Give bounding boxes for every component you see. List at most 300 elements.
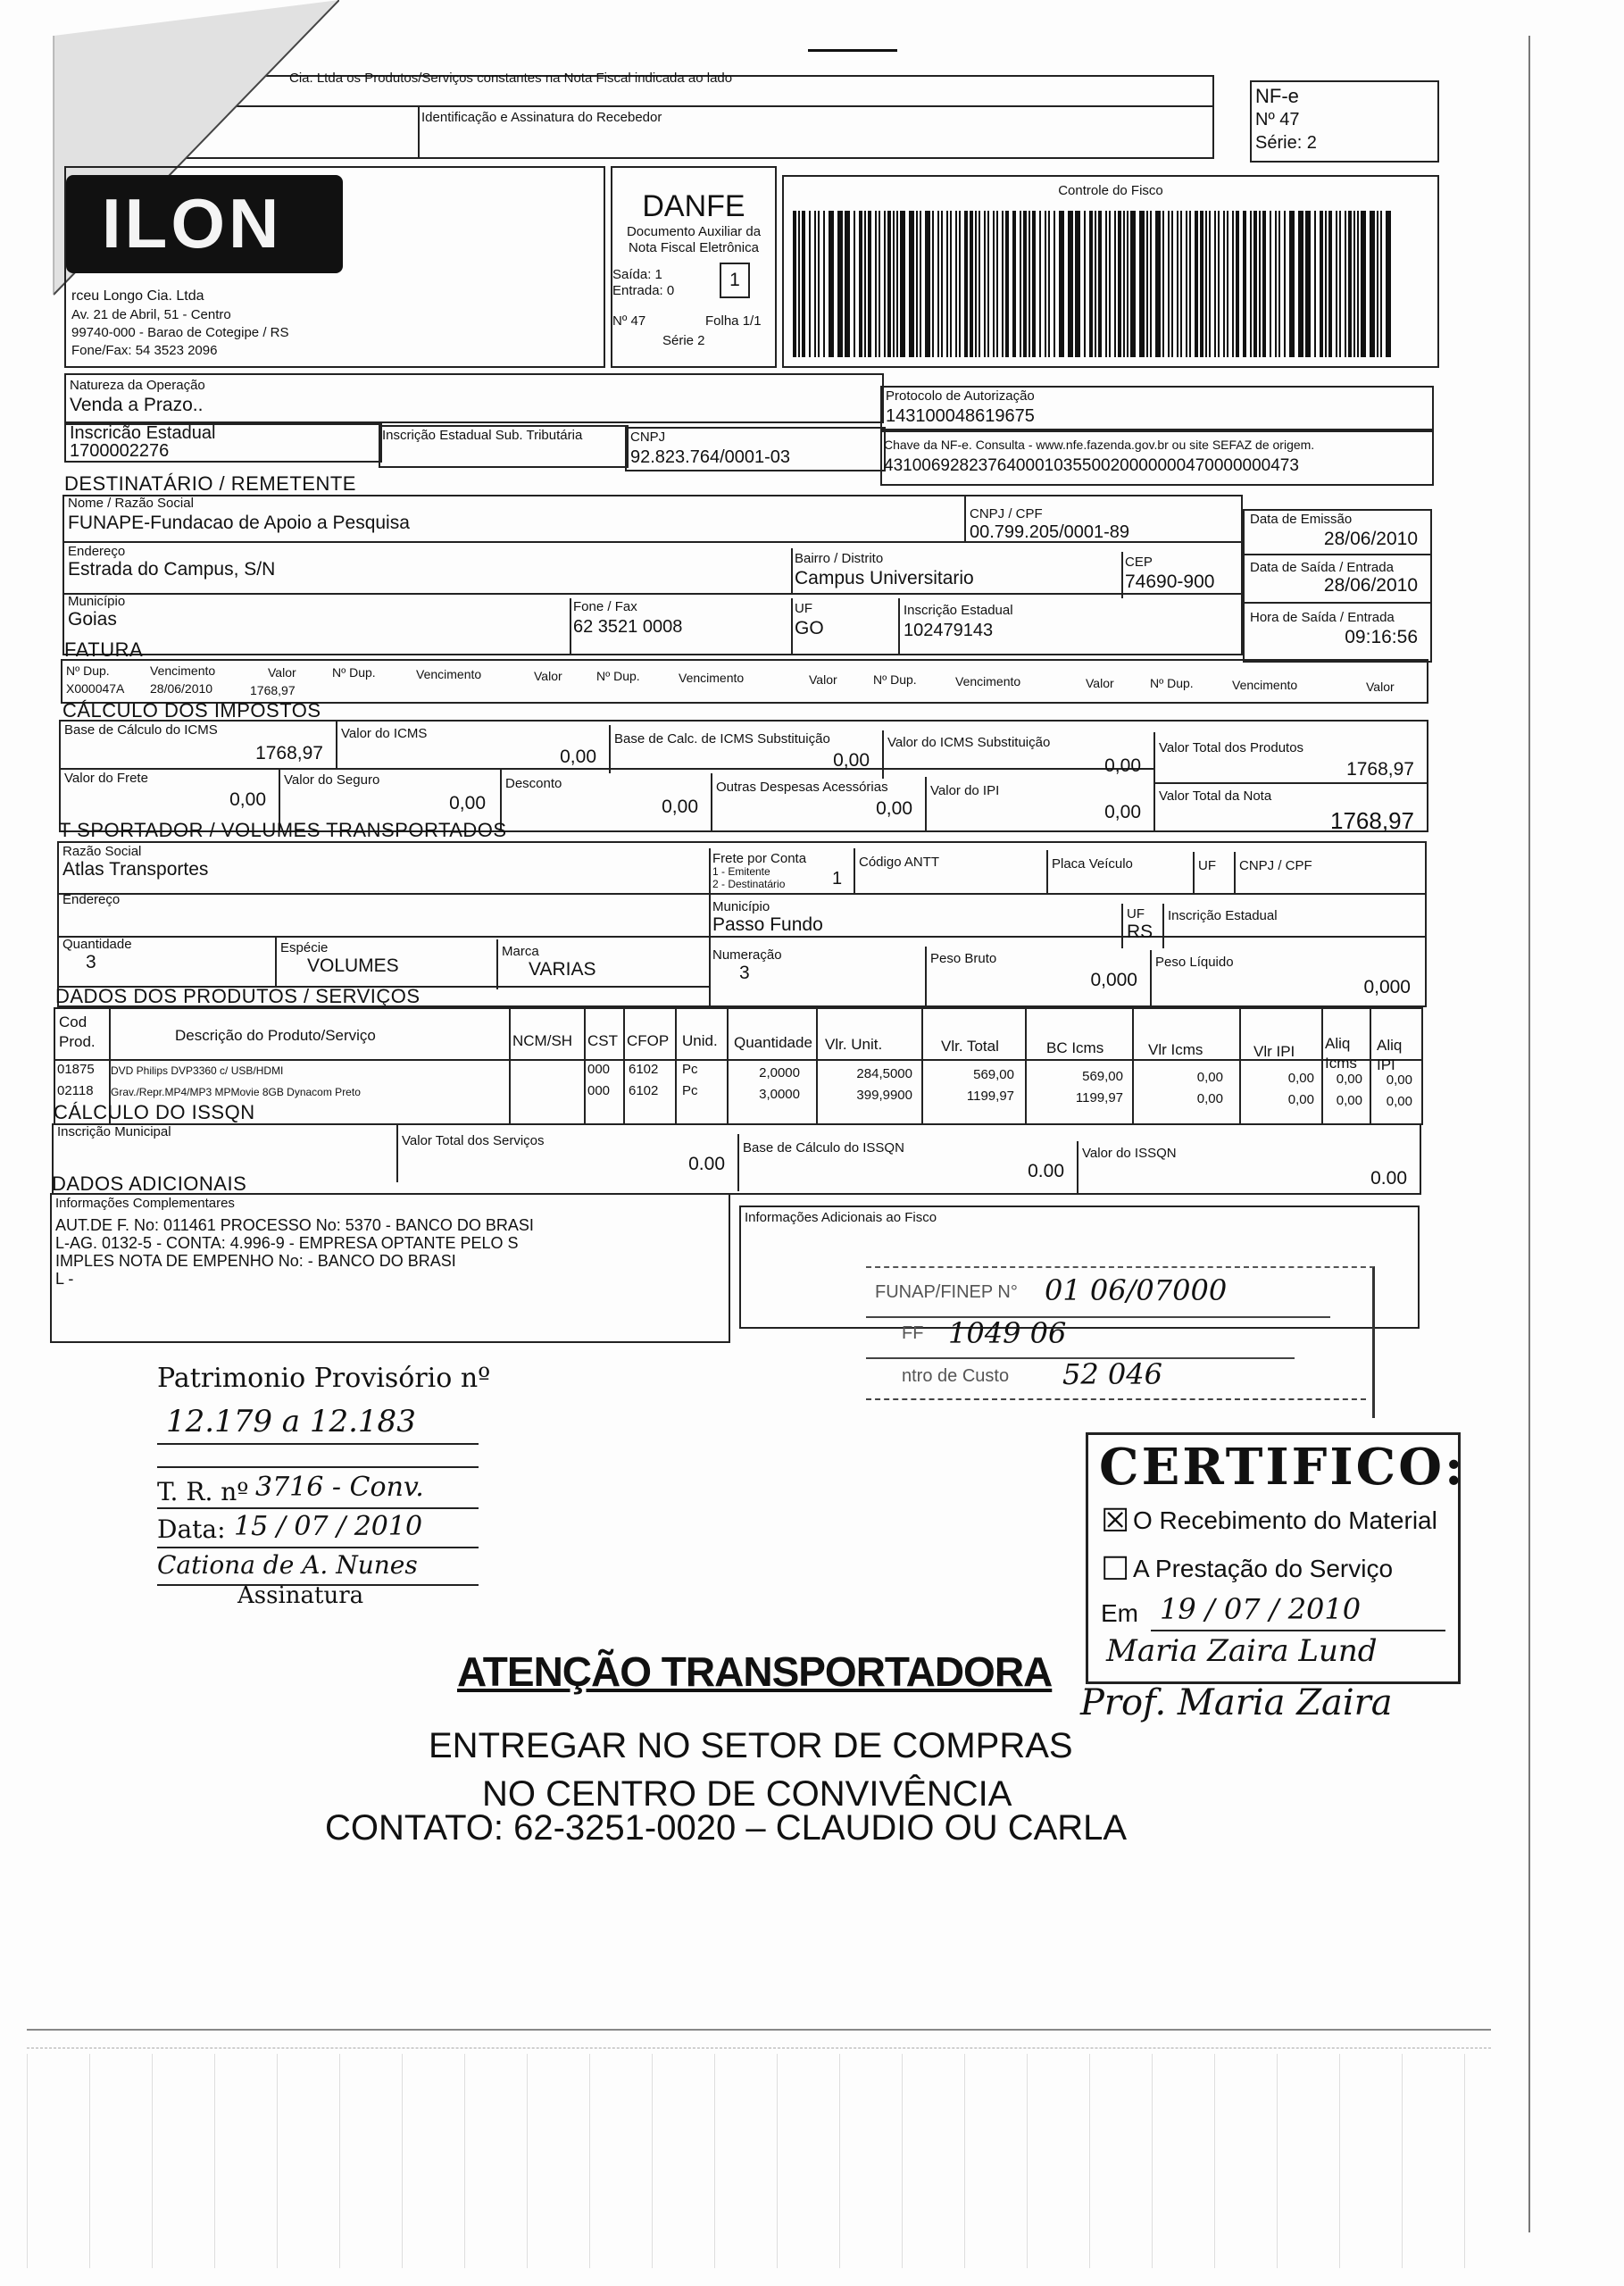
barcode-bar	[1232, 211, 1234, 357]
issuer-city: 99740-000 - Barao de Cotegipe / RS	[71, 325, 289, 340]
th-qtd: Quantidade	[734, 1034, 812, 1051]
issuer-name: rceu Longo Cia. Ltda	[71, 288, 204, 304]
dest-fone-value: 62 3521 0008	[573, 617, 683, 637]
barcode-bar	[975, 211, 977, 357]
barcode-bar	[1227, 211, 1228, 357]
fatura-header: Vencimento	[150, 663, 216, 678]
funap-line1-label: FUNAP/FINEP N°	[875, 1282, 1018, 1302]
table-cell-bc: 569,00	[1082, 1068, 1123, 1084]
ipi-label: Valor do IPI	[930, 783, 1000, 798]
certifico-title: CERTIFICO:	[1099, 1438, 1466, 1497]
outras-label: Outras Despesas Acessórias	[716, 780, 888, 795]
barcode-bar	[864, 211, 866, 357]
barcode-bar	[896, 211, 898, 357]
table-cell-vunit: 284,5000	[856, 1066, 912, 1082]
barcode-bar	[1048, 211, 1050, 357]
table-cell-desc: Grav./Repr.MP4/MP3 MPMovie 8GB Dynacom Preto	[111, 1086, 361, 1098]
barcode-bar	[932, 211, 934, 357]
fatura-header: Vencimento	[679, 671, 745, 685]
opt-recebimento: O Recebimento do Material	[1133, 1506, 1437, 1534]
barcode-bar	[1345, 211, 1346, 357]
barcode-bar	[1370, 211, 1375, 357]
table-column-divider	[584, 1007, 586, 1125]
protocolo-label: Protocolo de Autorização	[886, 388, 1035, 404]
fatura-header: Nº Dup.	[66, 663, 110, 678]
th-bcicms: BC Icms	[1046, 1039, 1104, 1056]
dest-uf-label: UF	[795, 601, 812, 616]
barcode-bar	[941, 211, 943, 357]
transp-municipio-label: Município	[712, 899, 770, 914]
table-cell-vicms: 0,00	[1196, 1069, 1223, 1085]
dest-cnpj-label: CNPJ / CPF	[970, 506, 1043, 521]
barcode-bar	[1336, 211, 1337, 357]
desconto-label: Desconto	[505, 776, 562, 791]
table-column-divider	[1239, 1007, 1241, 1125]
chave-value: 43100692823764000103550020000000470000000473	[884, 456, 1299, 475]
barcode-bar	[1223, 211, 1225, 357]
th-vunit: Vlr. Unit.	[825, 1036, 883, 1053]
barcode-bar	[868, 211, 871, 357]
barcode-bar	[1386, 211, 1391, 357]
dest-bairro-label: Bairro / Distrito	[795, 551, 884, 566]
table-cell-vtotal: 569,00	[973, 1067, 1014, 1083]
barcode-bar	[1123, 211, 1125, 357]
th-cst: CST	[587, 1032, 618, 1049]
th-aliqipi: Aliq IPI	[1377, 1037, 1403, 1073]
barcode-bar	[1200, 211, 1203, 357]
barcode-bar	[1139, 211, 1145, 357]
barcode-bar	[1289, 211, 1295, 357]
receipt-text: Cia. Ltda os Produtos/Serviços constantes na Nota Fiscal indicada ao lado	[289, 71, 733, 86]
barcode-bar	[984, 211, 986, 357]
tr-label: T. R. nº	[157, 1477, 249, 1506]
table-cell-vunit: 399,9900	[856, 1088, 912, 1104]
em-label: Em	[1101, 1599, 1138, 1627]
valor-icms-value: 0,00	[560, 747, 596, 767]
qtd-value: 3	[86, 952, 96, 972]
emissao-label: Data de Emissão	[1250, 512, 1353, 527]
patrimonio-stamp	[157, 1354, 532, 1613]
barcode-bar	[1146, 211, 1148, 357]
barcode-bar	[1012, 211, 1016, 357]
transp-cnpj-label: CNPJ / CPF	[1239, 858, 1312, 873]
barcode-bar	[909, 211, 914, 357]
funap-stamp	[866, 1266, 1375, 1418]
total-prod-label: Valor Total dos Produtos	[1159, 740, 1304, 755]
barcode-bar	[1243, 211, 1246, 357]
barcode-bar	[879, 211, 880, 357]
checkbox-prestacao: ☐	[1101, 1550, 1130, 1587]
barcode-bar	[1054, 211, 1055, 357]
barcode-bar	[1189, 211, 1191, 357]
cnpj-issuer-label: CNPJ	[630, 430, 666, 445]
fatura-venc: 28/06/2010	[150, 681, 213, 696]
barcode-bar	[996, 211, 998, 357]
fatura-header: Vencimento	[955, 674, 1021, 688]
barcode-bar	[1023, 211, 1027, 357]
barcode-bar	[1357, 211, 1359, 357]
scan-noise-bottom	[27, 2029, 1491, 2048]
th-cfop: CFOP	[627, 1032, 670, 1049]
barcode-bar	[893, 211, 895, 357]
barcode-bar	[1259, 211, 1261, 357]
barcode-bar	[1105, 211, 1107, 357]
barcode-bar	[1314, 211, 1316, 357]
issuer-logo	[66, 175, 343, 273]
base-st-label: Base de Calc. de ICMS Substituição	[614, 731, 830, 747]
barcode-bar	[1361, 211, 1366, 357]
fatura-header: Valor	[268, 665, 296, 680]
valor-icms-label: Valor do ICMS	[341, 726, 428, 741]
especie-label: Espécie	[280, 940, 329, 955]
tr-value: 3716 - Conv.	[255, 1472, 424, 1503]
notice-line-1: ENTREGAR NO SETOR DE COMPRAS	[429, 1726, 1073, 1765]
produtos-section: DADOS DOS PRODUTOS / SERVIÇOS	[55, 985, 421, 1007]
table-cell-vipi: 0,00	[1287, 1092, 1314, 1107]
frete-value: 0,00	[229, 789, 266, 810]
info-fisco-label: Informações Adicionais ao Fisco	[745, 1210, 937, 1225]
base-icms-label: Base de Cálculo do ICMS	[64, 722, 218, 738]
barcode-bar	[1032, 211, 1036, 357]
marca-label: Marca	[502, 944, 539, 959]
dest-ie-value: 102479143	[904, 621, 994, 640]
fatura-header: Nº Dup.	[1150, 676, 1194, 690]
barcode-bar	[1059, 211, 1064, 357]
nfe-label: NF-e	[1255, 85, 1299, 107]
saida-label: Data de Saída / Entrada	[1250, 560, 1394, 575]
table-cell-cfop: 6102	[629, 1062, 659, 1077]
antt-label: Código ANTT	[859, 855, 940, 870]
ie-value: 1700002276	[70, 441, 170, 461]
th-ncm: NCM/SH	[512, 1032, 573, 1049]
barcode-bar	[955, 211, 957, 357]
notice-title: ATENÇÃO TRANSPORTADORA	[457, 1648, 1053, 1695]
natureza-value: Venda a Prazo..	[70, 395, 204, 415]
barcode-bar	[1209, 211, 1211, 357]
barcode-bar	[1253, 211, 1257, 357]
danfe-subtitle-1: Documento Auxiliar da	[626, 224, 762, 239]
dest-municipio-value: Goias	[68, 609, 117, 630]
info-line-3: IMPLES NOTA DE EMPENHO No: - BANCO DO BRASI	[55, 1252, 456, 1270]
transp-uf-label: UF	[1198, 858, 1216, 873]
danfe-folha: Folha 1/1	[705, 313, 762, 329]
barcode-bar	[946, 211, 948, 357]
th-vtotal: Vlr. Total	[941, 1038, 999, 1055]
barcode-bar	[1328, 211, 1332, 357]
danfe-saida: Saída: 1	[612, 267, 662, 282]
dest-municipio-label: Município	[68, 594, 126, 609]
barcode-bar	[1180, 211, 1182, 357]
page-edge	[1528, 36, 1530, 2232]
th-desc: Descrição do Produto/Serviço	[175, 1027, 376, 1044]
barcode-bar	[1270, 211, 1271, 357]
barcode-bar	[1236, 211, 1239, 357]
table-cell-aipi: 0,00	[1386, 1094, 1412, 1110]
danfe-type-value: 1	[729, 270, 740, 290]
barcode-bar	[964, 211, 968, 357]
barcode-bar	[818, 211, 820, 357]
dest-bairro-value: Campus Universitario	[795, 568, 974, 588]
opt-prestacao: A Prestação do Serviço	[1133, 1555, 1394, 1582]
barcode-bar	[1171, 211, 1173, 357]
barcode-bar	[814, 211, 816, 357]
barcode-bar	[1298, 211, 1303, 357]
total-prod-value: 1768,97	[1346, 759, 1414, 780]
barcode-bar	[793, 211, 796, 357]
funap-line2-value: 1049 06	[948, 1316, 1067, 1350]
barcode-bar	[1095, 211, 1096, 357]
info-compl-label: Informações Complementares	[55, 1196, 235, 1211]
transp-uf2-value: RS	[1127, 922, 1153, 942]
table-cell-cod: 02118	[57, 1083, 94, 1098]
base-icms-value: 1768,97	[255, 743, 323, 763]
barcode-bar	[798, 211, 800, 357]
emissao-value: 28/06/2010	[1323, 529, 1418, 549]
table-cell-aicms: 0,00	[1336, 1093, 1362, 1109]
total-nota-label: Valor Total da Nota	[1159, 788, 1272, 804]
dest-section: DESTINATÁRIO / REMETENTE	[64, 472, 356, 495]
nfe-series: Série: 2	[1255, 133, 1317, 153]
peso-liq-label: Peso Líquido	[1155, 955, 1234, 970]
barcode-bar	[1353, 211, 1355, 357]
danfe-serie: Série 2	[662, 333, 705, 348]
fatura-header: Valor	[1366, 680, 1395, 694]
certifico-name: Prof. Maria Zaira	[1080, 1682, 1393, 1723]
dest-uf-value: GO	[795, 618, 824, 638]
barcode-bar	[1339, 211, 1341, 357]
issuer-phone: Fone/Fax: 54 3523 2096	[71, 343, 218, 358]
transp-uf2-label: UF	[1127, 906, 1145, 922]
issqn-valor-value: 0.00	[1370, 1168, 1407, 1189]
barcode-bar	[1039, 211, 1041, 357]
table-cell-cfop: 6102	[629, 1083, 659, 1098]
frete-label: Valor do Frete	[64, 771, 148, 786]
logo-text: ILON	[102, 184, 283, 263]
certifico-signature: Maria Zaira Lund	[1106, 1633, 1378, 1669]
ipi-value: 0,00	[1104, 802, 1141, 822]
dest-fone-label: Fone / Fax	[573, 599, 637, 614]
especie-value: VOLUMES	[307, 955, 399, 976]
total-nota-value: 1768,97	[1330, 807, 1414, 834]
barcode-bar	[859, 211, 862, 357]
dest-cep-value: 74690-900	[1125, 572, 1215, 592]
barcode-bar	[1262, 211, 1266, 357]
dest-nome-label: Nome / Razão Social	[68, 496, 194, 511]
barcode-bar	[987, 211, 989, 357]
marca-value: VARIAS	[529, 959, 596, 980]
top-dash	[808, 49, 897, 52]
sign-label: Assinatura	[237, 1582, 364, 1609]
barcode-bar	[875, 211, 877, 357]
numeracao-label: Numeração	[712, 947, 782, 963]
barcode-bar	[1377, 211, 1378, 357]
dest-ie-label: Inscrição Estadual	[904, 603, 1013, 618]
chave-label: Chave da NF-e. Consulta - www.nfe.fazenda.gov.br ou site SEFAZ de origem.	[884, 438, 1315, 452]
checkbox-recebimento: ☒	[1101, 1502, 1130, 1539]
valor-st-value: 0,00	[1104, 755, 1141, 776]
issqn-total-value: 0.00	[688, 1154, 725, 1174]
issqn-base-value: 0.00	[1028, 1161, 1064, 1181]
barcode-bar	[1084, 211, 1086, 357]
seguro-value: 0,00	[449, 793, 486, 813]
barcode-bar	[1275, 211, 1277, 357]
transp-municipio-value: Passo Fundo	[712, 914, 823, 935]
barcode-bar	[802, 211, 805, 357]
table-cell-bc: 1199,97	[1075, 1089, 1123, 1105]
barcode-bar	[1205, 211, 1207, 357]
frete-conta-label: Frete por Conta	[712, 851, 807, 866]
barcode-bar	[1109, 211, 1111, 357]
barcode-bar	[959, 211, 961, 357]
barcode-bar	[900, 211, 905, 357]
barcode-bar	[1325, 211, 1327, 357]
info-line-1: AUT.DE F. No: 011461 PROCESSO No: 5370 - BANCO DO BRASI	[55, 1216, 534, 1234]
barcode-bar	[950, 211, 952, 357]
th-aliqicms: Aliq Icms	[1325, 1035, 1357, 1072]
barcode-bar	[993, 211, 995, 357]
ie-st-label: Inscrição Estadual Sub. Tributária	[382, 428, 583, 443]
barcode-bar	[1118, 211, 1121, 357]
barcode-bar	[916, 211, 918, 357]
barcode-bar	[1305, 211, 1311, 357]
table-cell-qtd: 3,0000	[759, 1087, 800, 1102]
frete-opt2: 2 - Destinatário	[712, 878, 786, 890]
table-column-divider	[816, 1007, 818, 1125]
fatura-valor: 1768,97	[250, 683, 296, 697]
seguro-label: Valor do Seguro	[284, 772, 380, 788]
barcode-bar	[1155, 211, 1161, 357]
issqn-base-label: Base de Cálculo do ISSQN	[743, 1140, 904, 1156]
table-cell-vtotal: 1199,97	[966, 1089, 1014, 1105]
barcode-bar	[1162, 211, 1164, 357]
saida-value: 28/06/2010	[1323, 575, 1418, 596]
barcode-bar	[1089, 211, 1093, 357]
table-cell-aipi: 0,00	[1386, 1072, 1412, 1089]
patrimonio-value: 12.179 a 12.183	[166, 1404, 416, 1439]
placa-label: Placa Veículo	[1052, 856, 1133, 872]
th-vicms: Vlr Icms	[1148, 1041, 1203, 1058]
barcode-bar	[1020, 211, 1021, 357]
fatura-header: Nº Dup.	[332, 665, 376, 680]
danfe-number: Nº 47	[612, 313, 646, 329]
qtd-label: Quantidade	[62, 937, 132, 952]
barcode-bar	[937, 211, 939, 357]
fatura-header: Nº Dup.	[596, 669, 640, 683]
fisco-label: Controle do Fisco	[1058, 183, 1163, 198]
valor-st-label: Valor do ICMS Substituição	[887, 735, 1051, 750]
issuer-address: Av. 21 de Abril, 51 - Centro	[71, 307, 231, 322]
table-column-divider	[675, 1007, 677, 1125]
peso-bruto-label: Peso Bruto	[930, 951, 997, 966]
table-column-divider	[921, 1007, 923, 1125]
barcode-bar	[1168, 211, 1170, 357]
barcode-bar	[1177, 211, 1178, 357]
cnpj-issuer-value: 92.823.764/0001-03	[630, 447, 791, 467]
fatura-header: Nº Dup.	[873, 672, 917, 687]
funap-line1-value: 01 06/07000	[1045, 1273, 1228, 1307]
fatura-section: FATURA	[64, 638, 144, 661]
barcode-bar	[887, 211, 891, 357]
barcode-bar	[823, 211, 825, 357]
info-line-2: L-AG. 0132-5 - CONTA: 4.996-9 - EMPRESA OPTANTE PELO S	[55, 1234, 519, 1252]
table-cell-vicms: 0,00	[1196, 1090, 1223, 1106]
barcode-bar	[884, 211, 886, 357]
desconto-value: 0,00	[662, 797, 698, 817]
table-column-divider	[623, 1007, 625, 1125]
barcode-bar	[1284, 211, 1286, 357]
patrimonio-title: Patrimonio Provisório nº	[157, 1363, 491, 1394]
table-cell-vipi: 0,00	[1287, 1071, 1314, 1086]
fatura-header: Valor	[534, 669, 562, 683]
fatura-header: Vencimento	[1232, 678, 1298, 692]
table-cell-cst: 000	[587, 1062, 611, 1077]
table-cell-unid: Pc	[682, 1062, 698, 1077]
impostos-section: CÁLCULO DOS IMPOSTOS	[62, 699, 321, 722]
barcode-bar	[1002, 211, 1004, 357]
table-column-divider	[509, 1007, 511, 1125]
fatura-dup: X000047A	[66, 681, 125, 696]
recipient-label: Identificação e Assinatura do Recebedor	[421, 110, 662, 125]
barcode-bar	[1045, 211, 1046, 357]
barcode-bar	[1130, 211, 1136, 357]
info-line-4: L -	[55, 1270, 74, 1288]
barcode-bar	[1380, 211, 1382, 357]
barcode-bar	[1068, 211, 1073, 357]
table-cell-qtd: 2,0000	[759, 1065, 800, 1080]
protocolo-value: 143100048619675	[886, 406, 1035, 426]
transp-ie-label: Inscrição Estadual	[1168, 908, 1278, 923]
barcode-bar	[1320, 211, 1323, 357]
barcode-bar	[837, 211, 843, 357]
barcode-bar	[1114, 211, 1116, 357]
fatura-header: Valor	[1086, 676, 1114, 690]
barcode-bar	[1098, 211, 1102, 357]
table-cell-aicms: 0,00	[1336, 1072, 1362, 1088]
funap-line3-value: 52 046	[1062, 1357, 1162, 1391]
funap-line2-label: FF	[902, 1323, 924, 1343]
fatura-header: Valor	[809, 672, 837, 687]
base-st-value: 0,00	[833, 750, 870, 771]
barcode-bar	[1075, 211, 1080, 357]
barcode-bar	[1150, 211, 1152, 357]
peso-bruto-value: 0,000	[1090, 970, 1137, 990]
frete-conta-value: 1	[832, 869, 843, 889]
issqn-section: CÁLCULO DO ISSQN	[54, 1101, 255, 1123]
outras-value: 0,00	[876, 798, 912, 819]
frete-opt1: 1 - Emitente	[712, 865, 770, 878]
razao-label: Razão Social	[62, 844, 142, 859]
dest-cnpj-value: 00.799.205/0001-89	[970, 522, 1130, 542]
barcode-bar	[920, 211, 921, 357]
hora-value: 09:16:56	[1345, 627, 1418, 647]
barcode-bar	[829, 211, 834, 357]
funap-line3-label: ntro de Custo	[902, 1366, 1010, 1386]
notice-line-3: CONTATO: 62-3251-0020 – CLAUDIO OU CARLA	[325, 1808, 1128, 1848]
patrimonio-signature: Cationa de A. Nunes	[157, 1550, 418, 1580]
danfe-title: DANFE	[642, 189, 745, 223]
issqn-im-label: Inscrição Municipal	[57, 1124, 171, 1139]
barcode-bar	[925, 211, 930, 357]
certifico-stamp	[1086, 1432, 1466, 1684]
notice-line-2: NO CENTRO DE CONVIVÊNCIA	[482, 1774, 1012, 1814]
barcode-bar	[1250, 211, 1252, 357]
barcode-bar	[809, 211, 811, 357]
th-cod: Cod Prod.	[59, 1014, 96, 1050]
peso-liq-value: 0,000	[1363, 977, 1411, 997]
table-cell-unid: Pc	[682, 1083, 698, 1098]
barcode-bar	[1278, 211, 1280, 357]
dest-endereco-value: Estrada do Campus, S/N	[68, 559, 276, 580]
